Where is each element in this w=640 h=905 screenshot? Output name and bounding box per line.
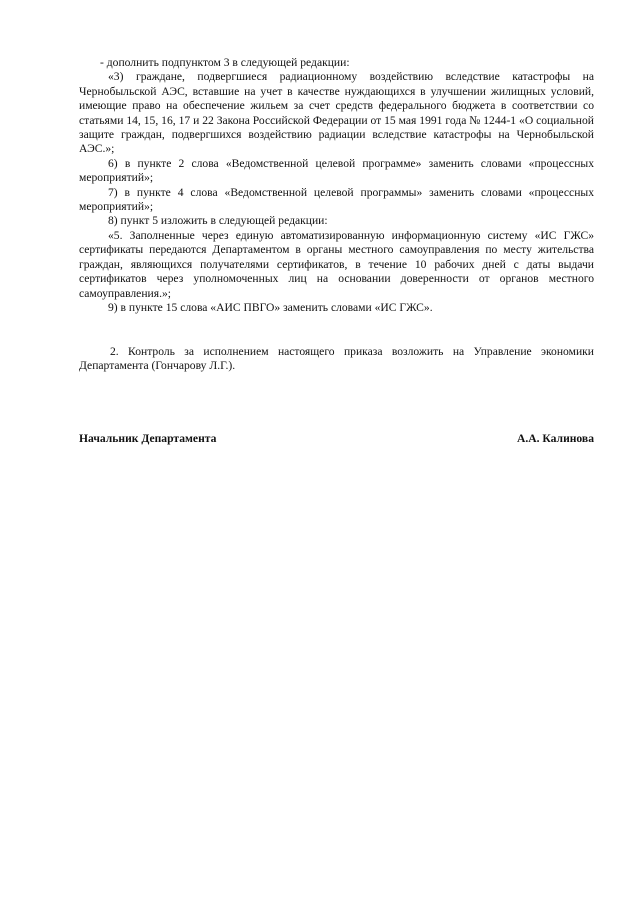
- amendment-item-8: 8) пункт 5 изложить в следующей редакции:: [108, 214, 328, 228]
- signatory-position: Начальник Департамента: [79, 432, 217, 445]
- amendment-item-6: 6) в пункте 2 слова «Ведомственной целевой программе» заменить словами «процессных мероприятий»;: [79, 156, 594, 185]
- amendment-intro: - дополнить подпунктом 3 в следующей редакции:: [100, 56, 350, 69]
- amendments-block: [79, 56, 594, 315]
- amendment-subitem-3: «3) граждане, подвергшиеся радиационному воздействию вследствие катастрофы на Чернобыльской АЭС, вставшие на учет в качестве нуждающихся в улучшении жилищных условий, имеющие право на обеспечение жильем за счет средств федерального бюджета в соответствии со статьями 14, 15, 16, 17 и 22 Закона Российской Федерации от 15 мая 1991 года № 1244-1 «О социальной защите граждан, подвергшихся воздействию радиации вследствие катастрофы на Чернобыльской АЭС.»;: [79, 70, 594, 156]
- control-clause: 2. Контроль за исполнением настоящего приказа возложить на Управление экономики Департамента (Гончарову Л.Г.).: [79, 345, 594, 373]
- amendment-item-9: 9) в пункте 15 слова «АИС ПВГО» заменить словами «ИС ГЖС».: [108, 300, 433, 314]
- amendment-item-5-text: «5. Заполненные через единую автоматизированную информационную систему «ИС ГЖС» сертификаты передаются Департаментом в органы местного самоуправления по месту жительства граждан, являющихся получателями сертификатов, в течение 10 рабочих дней с даты выдачи сертификатов через уполномоченных лиц на основании доверенности от органов местного самоуправления.»;: [79, 228, 594, 300]
- signature-block: [79, 432, 594, 445]
- amendment-item-7: 7) в пункте 4 слова «Ведомственной целевой программы» заменить словами «процессных мероприятий»;: [79, 185, 594, 214]
- signatory-name: А.А. Калинова: [516, 432, 594, 445]
